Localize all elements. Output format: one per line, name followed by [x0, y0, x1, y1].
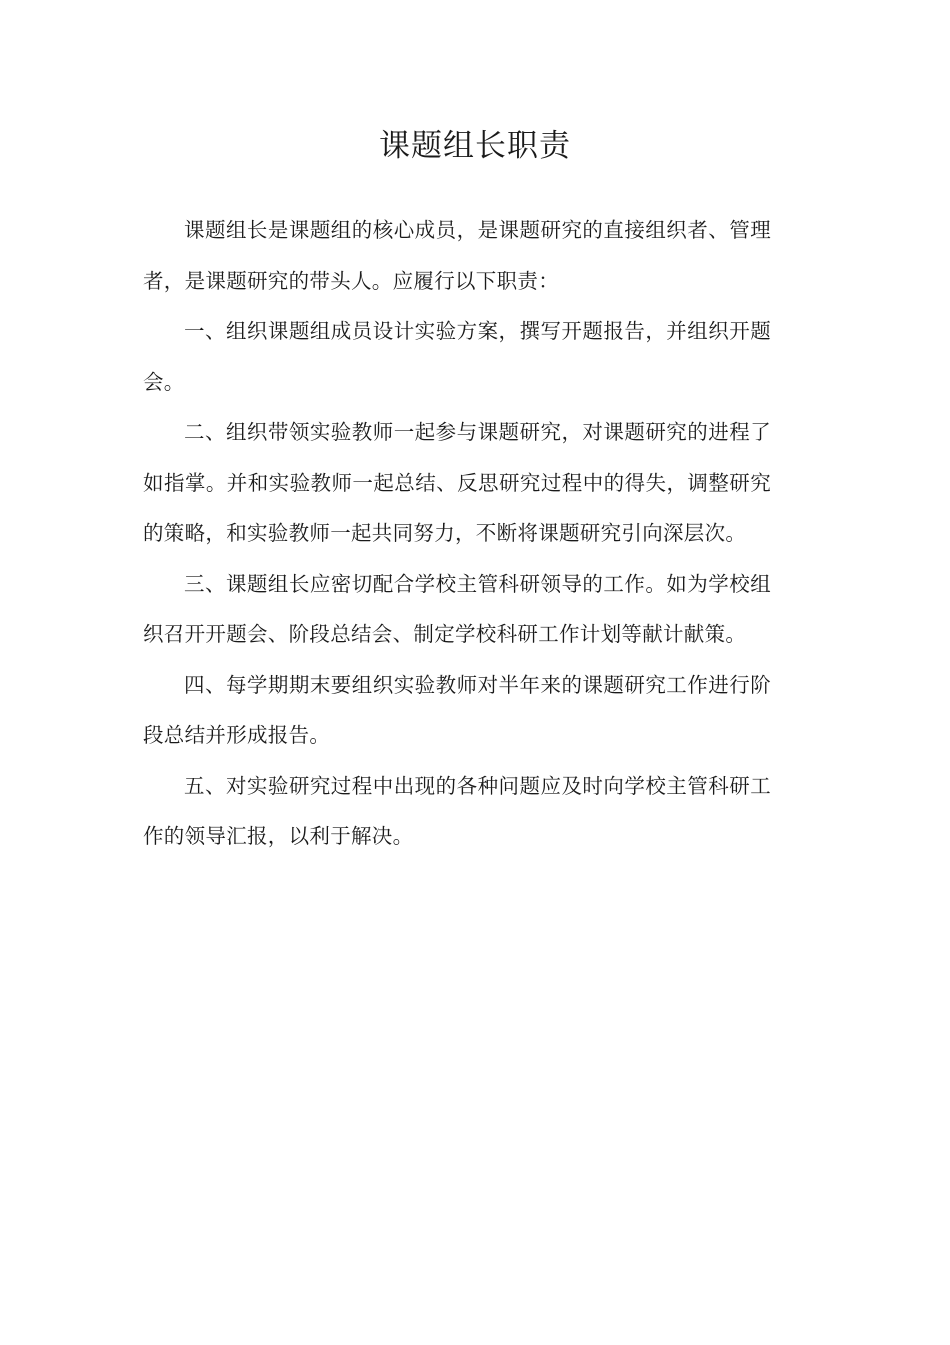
duty-paragraph-4: 四、每学期期末要组织实验教师对半年来的课题研究工作进行阶段总结并形成报告。	[143, 672, 771, 747]
duty-paragraph-2: 二、组织带领实验教师一起参与课题研究，对课题研究的进程了如指掌。并和实验教师一起总结、反思研究过程中的得失，调整研究的策略，和实验教师一起共同努力，不断将课题研究引向深层次。	[143, 420, 771, 545]
document-body	[143, 205, 771, 862]
duty-paragraph-3: 三、课题组长应密切配合学校主管科研领导的工作。如为学校组织召开开题会、阶段总结会、制定学校科研工作计划等献计献策。	[143, 571, 771, 646]
document-title: 课题组长职责	[379, 128, 571, 164]
duty-paragraph-5: 五、对实验研究过程中出现的各种问题应及时向学校主管科研工作的领导汇报，以利于解决。	[143, 773, 771, 848]
duty-paragraph-1: 一、组织课题组成员设计实验方案，撰写开题报告，并组织开题会。	[143, 319, 771, 394]
intro-paragraph: 课题组长是课题组的核心成员，是课题研究的直接组织者、管理者，是课题研究的带头人。应履行以下职责：	[143, 218, 771, 293]
